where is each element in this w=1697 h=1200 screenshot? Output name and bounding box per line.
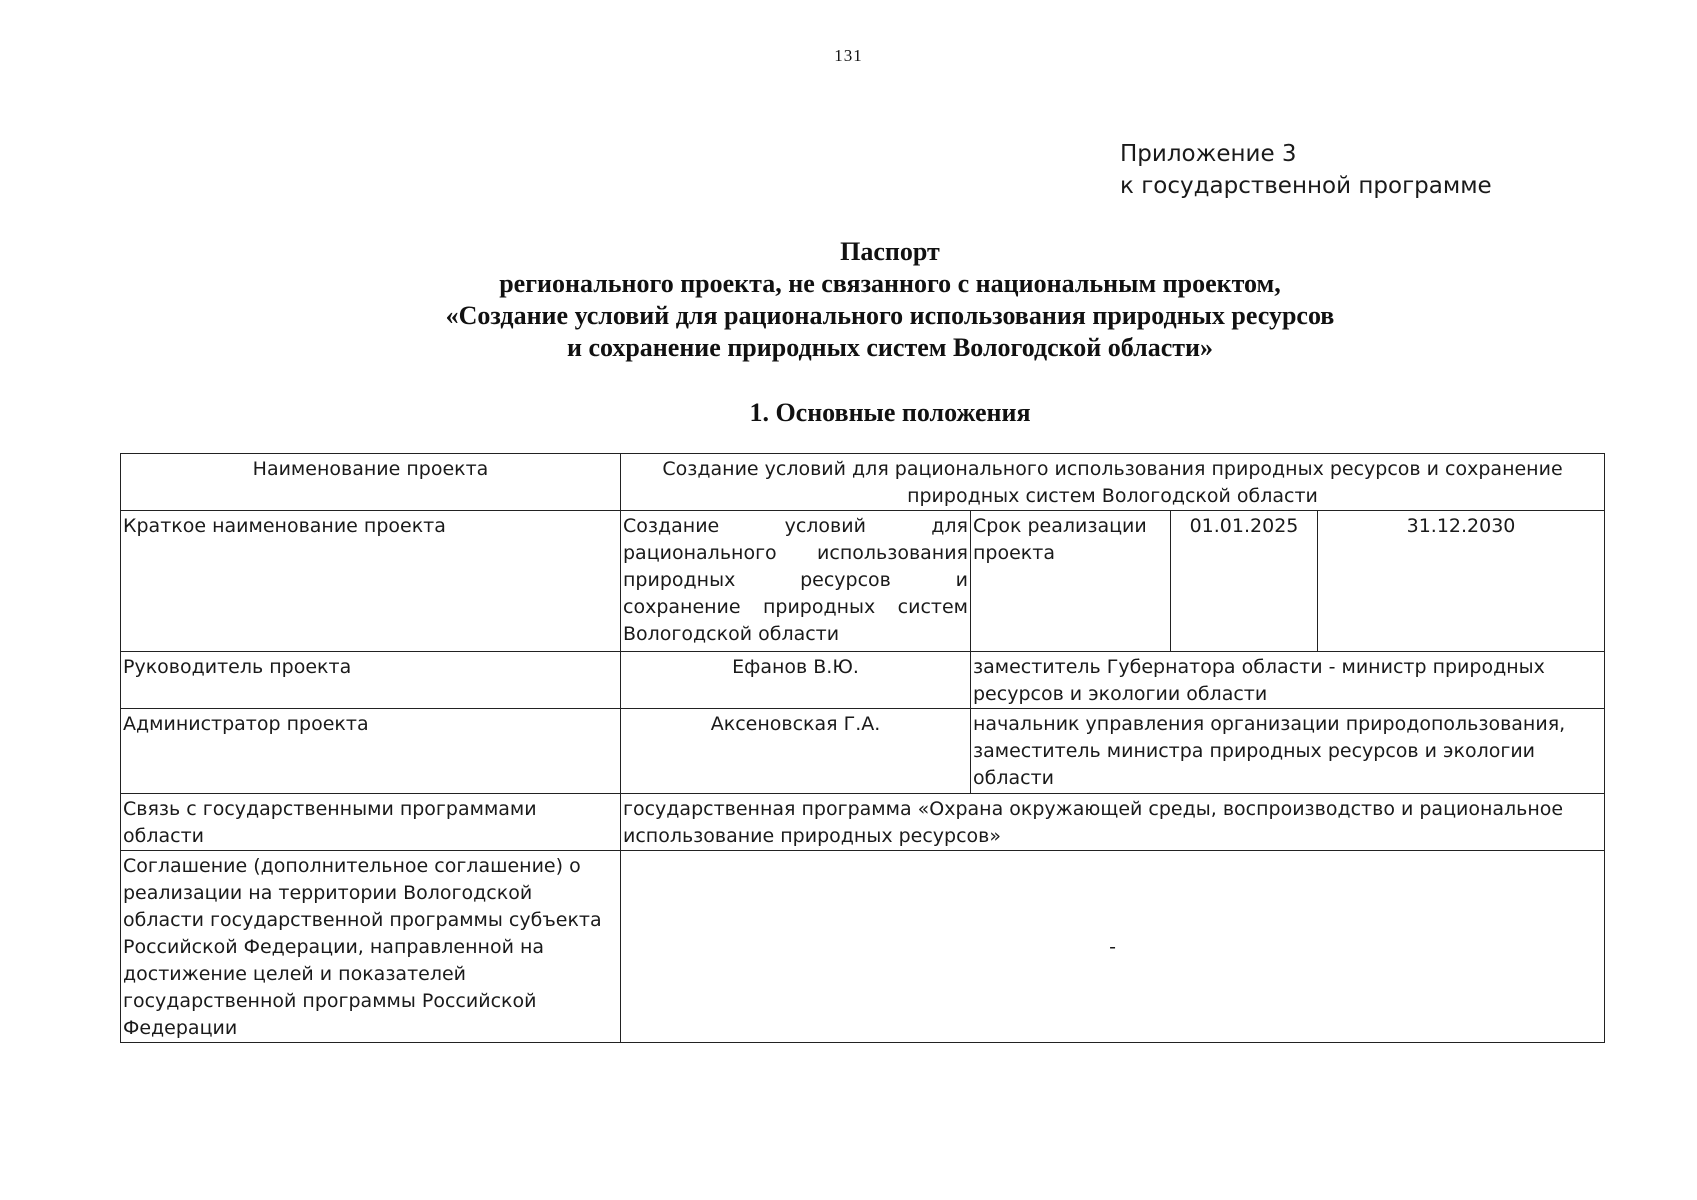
table-row-admin bbox=[121, 709, 1605, 794]
passport-table bbox=[120, 453, 1605, 1043]
admin-position: начальник управления организации природопользования, заместитель министра природных ресурсов и экологии области bbox=[971, 709, 1605, 794]
admin-label: Администратор проекта bbox=[121, 709, 621, 794]
title-line-4: и сохранение природных систем Вологодской области» bbox=[566, 333, 1214, 362]
leader-label: Руководитель проекта bbox=[121, 652, 621, 709]
title-line-2: регионального проекта, не связанного с национальным проектом, bbox=[499, 269, 1281, 298]
appendix-line-1: Приложение 3 bbox=[1120, 141, 1297, 167]
term-end: 31.12.2030 bbox=[1318, 511, 1605, 652]
programs-value: государственная программа «Охрана окружающей среды, воспроизводство и рациональное использование природных ресурсов» bbox=[621, 794, 1605, 851]
leader-position: заместитель Губернатора области - министр природных ресурсов и экологии области bbox=[971, 652, 1605, 709]
project-name-value: Создание условий для рационального использования природных ресурсов и сохранение природных систем Вологодской области bbox=[621, 454, 1605, 511]
short-name-value: Создание условий для рационального использования природных ресурсов и сохранение природных систем Вологодской области bbox=[621, 511, 971, 652]
agreement-value: - bbox=[621, 851, 1605, 1043]
table-row-short-name bbox=[121, 511, 1605, 652]
programs-label: Связь с государственными программами области bbox=[121, 794, 621, 851]
admin-name: Аксеновская Г.А. bbox=[621, 709, 971, 794]
short-name-label: Краткое наименование проекта bbox=[121, 511, 621, 652]
title-line-3: «Создание условий для рационального использования природных ресурсов bbox=[445, 301, 1335, 330]
page-number: 131 bbox=[834, 46, 863, 65]
table-row-project-name bbox=[121, 454, 1605, 511]
document-title bbox=[0, 236, 1697, 364]
section-title: 1. Основные положения bbox=[749, 398, 1031, 427]
table-row-agreement bbox=[121, 851, 1605, 1043]
term-start: 01.01.2025 bbox=[1171, 511, 1318, 652]
title-line-1: Паспорт bbox=[840, 237, 940, 266]
appendix-note bbox=[1120, 138, 1492, 202]
term-label: Срок реализации проекта bbox=[971, 511, 1171, 652]
project-name-label: Наименование проекта bbox=[121, 454, 621, 511]
agreement-label: Соглашение (дополнительное соглашение) о реализации на территории Вологодской области государственной программы субъекта Российской Федерации, направленной на достижение целей и показателей государственной программы Российской Федерации bbox=[121, 851, 621, 1043]
appendix-line-2: к государственной программе bbox=[1120, 173, 1492, 199]
leader-name: Ефанов В.Ю. bbox=[621, 652, 971, 709]
table-row-programs bbox=[121, 794, 1605, 851]
table-row-leader bbox=[121, 652, 1605, 709]
